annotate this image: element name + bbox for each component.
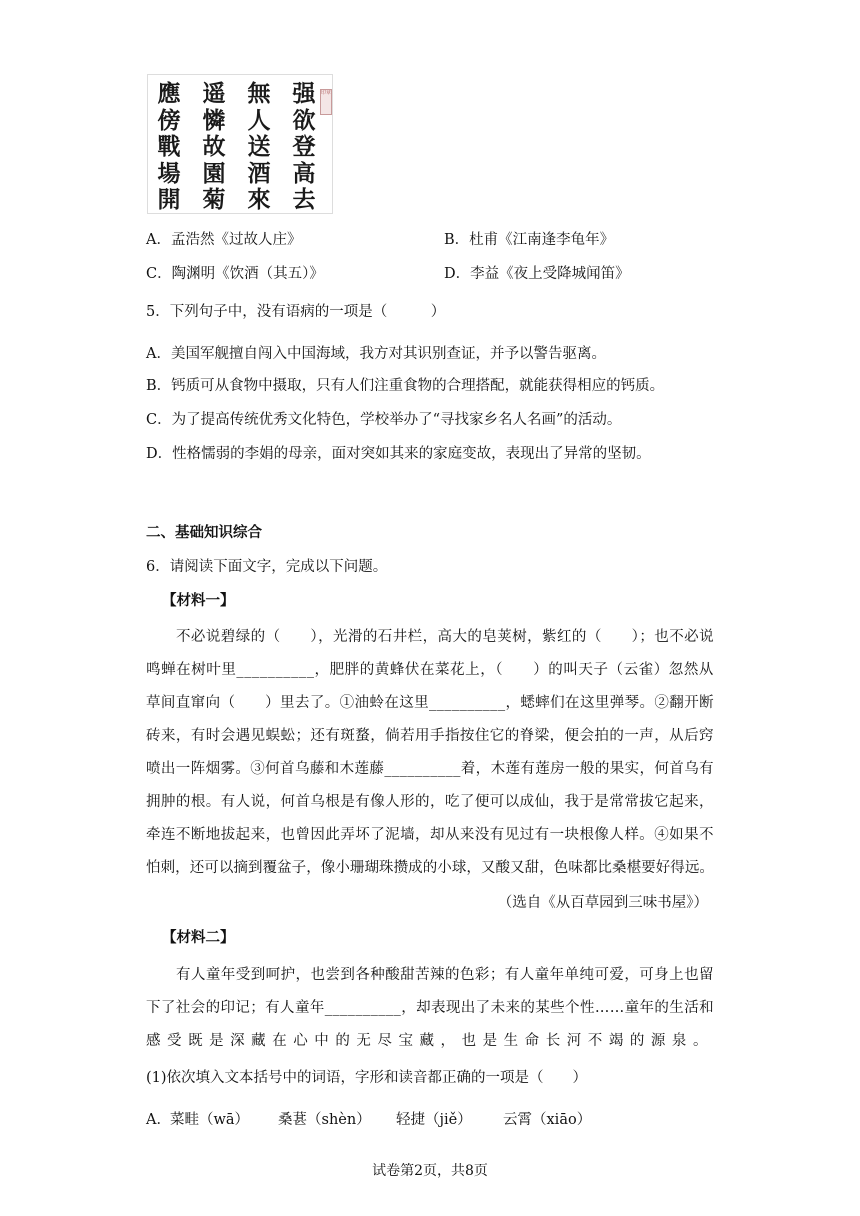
option-label: A． [146, 1112, 171, 1128]
page-footer: 试卷第2页，共8页 [372, 1163, 488, 1179]
q4-option-b: B．杜甫《江南逢李龟年》 [444, 232, 615, 248]
calligraphy-image [147, 74, 333, 214]
material1-label: 【材料一】 [162, 592, 235, 609]
q5-option-a: A．美国军舰擅自闯入中国海域，我方对其识别查证，并予以警告驱离。 [146, 346, 606, 362]
material1-line: 草间直窜向（ ）里去了。①油蛉在这里__________，蟋蟀们在这里弹琴。②翻开断 [146, 695, 714, 711]
calligraphy-column-1: 强欲登高去 [292, 80, 316, 213]
q4-option-a: A．孟浩然《过故人庄》 [146, 232, 302, 248]
material1-line: 牵连不断地拔起来，也曾因此弄坏了泥墙，却从来没有见过有一块根像人样。④如果不 [146, 827, 714, 843]
option-item: 菜畦（wā） [170, 1112, 250, 1128]
material1-line: 拥肿的根。有人说，何首乌根是有像人形的，吃了便可以成仙，我于是常常拔它起来， [146, 794, 714, 810]
q5-option-b: B．钙质可从食物中摄取，只有人们注重食物的合理搭配，就能获得相应的钙质。 [146, 378, 665, 394]
material1-line: 怕刺，还可以摘到覆盆子，像小珊瑚珠攒成的小球，又酸又甜，色味都比桑椹要好得远。 [146, 860, 714, 876]
material1-line: 鸣蝉在树叶里__________，肥胖的黄蜂伏在菜花上，（ ）的叫天子（云雀）忽然从 [146, 662, 714, 678]
q5-option-c: C．为了提高传统优秀文化特色，学校举办了“寻找家乡名人名画”的活动。 [146, 412, 622, 428]
option-item: 轻捷（jiě） [396, 1112, 472, 1128]
q5-option-d: D．性格懦弱的李娟的母亲，面对突如其来的家庭变故，表现出了异常的坚韧。 [146, 446, 651, 462]
sub-question-1-stem: (1)依次填入文本括号中的词语，字形和读音都正确的一项是（ ） [146, 1070, 588, 1086]
material1-line: 喷出一阵烟雾。③何首乌藤和木莲藤__________着，木莲有莲房一般的果实，何首乌有 [146, 761, 714, 777]
calligraphy-column-3: 遥憐故園菊 [202, 80, 226, 213]
material1-line: 砖来，有时会遇见蜈蚣；还有斑蝥，倘若用手指按住它的脊梁，便会拍的一声，从后窍 [146, 728, 714, 744]
seal-stamp: 印章 [320, 89, 332, 115]
material2-line: 有人童年受到呵护，也尝到各种酸甜苦辣的色彩；有人童年单纯可爱，可身上也留 [176, 967, 714, 983]
q4-option-c: C．陶渊明《饮酒（其五）》 [146, 266, 324, 282]
option-item: 桑葚（shèn） [278, 1112, 371, 1128]
material2-line: 感受既是深藏在心中的无尽宝藏，也是生命长河不竭的源泉。 [146, 1033, 714, 1049]
q6-stem: 6．请阅读下面文字，完成以下问题。 [146, 559, 388, 575]
q4-option-d: D．李益《夜上受降城闻笛》 [444, 266, 630, 282]
material2-line: 下了社会的印记；有人童年__________，却表现出了未来的某些个性……童年的生活和 [146, 1000, 714, 1016]
section-heading: 二、基础知识综合 [146, 524, 262, 541]
calligraphy-column-4: 應傍戰場開 [157, 80, 181, 213]
q5-stem: 5．下列句子中，没有语病的一项是（ ） [146, 304, 446, 320]
material2-label: 【材料二】 [162, 929, 235, 946]
option-item: 云霄（xiāo） [503, 1112, 592, 1128]
material1-source: （选自《从百草园到三味书屋》） [497, 895, 708, 911]
material1-line: 不必说碧绿的（ ），光滑的石井栏，高大的皂荚树，紫红的（ ）；也不必说 [176, 629, 714, 645]
calligraphy-column-2: 無人送酒來 [247, 80, 271, 213]
